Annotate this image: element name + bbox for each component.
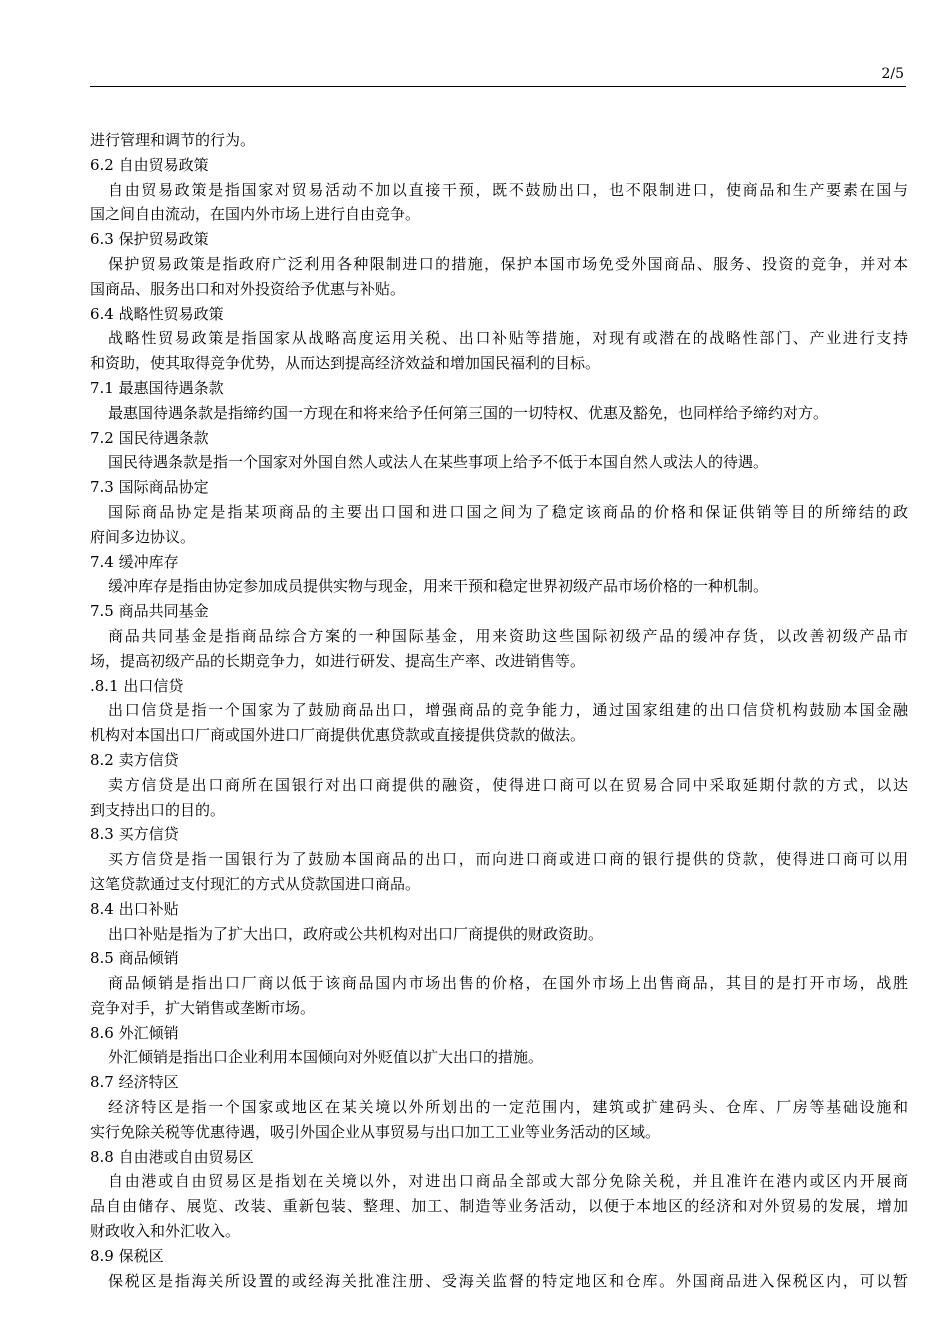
section-heading: 7.5 商品共同基金 bbox=[90, 602, 209, 621]
paragraph-line: 竞争对手，扩大销售或垄断市场。 bbox=[90, 998, 316, 1017]
paragraph-line: 品自由储存、展览、改装、重新包装、整理、加工、制造等业务活动，以便于本地区的经济和对外贸易的发展，增加 bbox=[90, 1197, 908, 1216]
paragraph-line: 进行管理和调节的行为。 bbox=[90, 131, 256, 149]
section-heading: 8.5 商品倾销 bbox=[90, 949, 179, 968]
section-heading: 6.2 自由贸易政策 bbox=[90, 155, 209, 174]
paragraph-line: 国之间自由流动，在国内外市场上进行自由竞争。 bbox=[90, 205, 421, 224]
paragraph-line: 战略性贸易政策是指国家从战略高度运用关税、出口补贴等措施，对现有或潜在的战略性部门、产业进行支持 bbox=[108, 329, 908, 348]
paragraph-line: 国际商品协定是指某项商品的主要出口国和进口国之间为了稳定该商品的价格和保证供销等目的所缔结的政 bbox=[108, 502, 908, 521]
paragraph-line: 出口信贷是指一个国家为了鼓励商品出口，增强商品的竞争能力，通过国家组建的出口信贷机构鼓励本国金融 bbox=[108, 701, 908, 720]
section-heading: 8.6 外汇倾销 bbox=[90, 1023, 179, 1042]
section-heading: 8.4 出口补贴 bbox=[90, 899, 179, 918]
paragraph-line: 商品共同基金是指商品综合方案的一种国际基金，用来资助这些国际初级产品的缓冲存货，以改善初级产品市 bbox=[108, 626, 908, 645]
section-heading: 6.3 保护贸易政策 bbox=[90, 230, 209, 249]
section-heading: 8.8 自由港或自由贸易区 bbox=[90, 1147, 254, 1166]
section-heading: 8.9 保税区 bbox=[90, 1246, 164, 1265]
paragraph-line: 保护贸易政策是指政府广泛利用各种限制进口的措施，保护本国市场免受外国商品、服务、投资的竞争，并对本 bbox=[108, 254, 908, 273]
paragraph-line: 和资助，使其取得竞争优势，从而达到提高经济效益和增加国民福利的目标。 bbox=[90, 354, 601, 373]
paragraph-line: 实行免除关税等优惠待遇，吸引外国企业从事贸易与出口加工工业等业务活动的区域。 bbox=[90, 1122, 661, 1141]
paragraph-line: 自由贸易政策是指国家对贸易活动不加以直接干预，既不鼓励出口，也不限制进口，使商品和生产要素在国与 bbox=[108, 180, 908, 199]
section-heading: 8.3 买方信贷 bbox=[90, 825, 179, 844]
paragraph-line: 财政收入和外汇收入。 bbox=[90, 1222, 241, 1241]
paragraph-line: 场，提高初级产品的长期竞争力，如进行研发、提高生产率、改进销售等。 bbox=[90, 651, 586, 670]
paragraph-line: 国商品、服务出口和对外投资给予优惠与补贴。 bbox=[90, 279, 406, 298]
paragraph-line: 经济特区是指一个国家或地区在某关境以外所划出的一定范围内，建筑或扩建码头、仓库、厂房等基础设施和 bbox=[108, 1098, 908, 1117]
paragraph-line: 最惠国待遇条款是指缔约国一方现在和将来给予任何第三国的一切特权、优惠及豁免，也同样给予缔约对方。 bbox=[108, 403, 829, 422]
paragraph-line: 卖方信贷是出口商所在国银行对出口商提供的融资，使得进口商可以在贸易合同中采取延期付款的方式，以达 bbox=[108, 775, 908, 794]
paragraph-line: 到支持出口的目的。 bbox=[90, 800, 226, 819]
paragraph-line: 外汇倾销是指出口企业利用本国倾向对外贬值以扩大出口的措施。 bbox=[108, 1048, 544, 1067]
paragraph-line: 缓冲库存是指由协定参加成员提供实物与现金，用来干预和稳定世界初级产品市场价格的一种机制。 bbox=[108, 577, 769, 596]
header-rule bbox=[90, 86, 906, 87]
paragraph-line: 保税区是指海关所设置的或经海关批准注册、受海关监督的特定地区和仓库。外国商品进入保税区内，可以暂 bbox=[108, 1271, 908, 1290]
section-heading: 7.2 国民待遇条款 bbox=[90, 428, 209, 447]
section-heading: 6.4 战略性贸易政策 bbox=[90, 304, 224, 323]
section-heading: 7.1 最惠国待遇条款 bbox=[90, 378, 224, 397]
paragraph-line: 自由港或自由贸易区是指划在关境以外，对进出口商品全部或大部分免除关税，并且准许在港内或区内开展商 bbox=[108, 1172, 908, 1191]
paragraph-line: 买方信贷是指一国银行为了鼓励本国商品的出口，而向进口商或进口商的银行提供的贷款，使得进口商可以用 bbox=[108, 850, 908, 869]
paragraph-line: 府间多边协议。 bbox=[90, 527, 196, 546]
section-heading: 8.7 经济特区 bbox=[90, 1073, 179, 1092]
section-heading: 7.3 国际商品协定 bbox=[90, 478, 209, 497]
paragraph-line: 出口补贴是指为了扩大出口，政府或公共机构对出口厂商提供的财政资助。 bbox=[108, 924, 604, 943]
document-body bbox=[90, 128, 908, 1293]
paragraph-line: 商品倾销是指出口厂商以低于该商品国内市场出售的价格，在国外市场上出售商品，其目的是打开市场，战胜 bbox=[108, 974, 908, 993]
paragraph-line: 这笔贷款通过支付现汇的方式从贷款国进口商品。 bbox=[90, 874, 421, 893]
section-heading: 8.2 卖方信贷 bbox=[90, 750, 179, 769]
section-heading: 7.4 缓冲库存 bbox=[90, 552, 179, 571]
paragraph-line: 国民待遇条款是指一个国家对外国自然人或法人在某些事项上给予不低于本国自然人或法人的待遇。 bbox=[108, 453, 769, 472]
section-heading: .8.1 出口信贷 bbox=[90, 676, 184, 695]
page-number: 2/5 bbox=[881, 66, 904, 82]
paragraph-line: 机构对本国出口厂商或国外进口厂商提供优惠贷款或直接提供贷款的做法。 bbox=[90, 726, 586, 745]
